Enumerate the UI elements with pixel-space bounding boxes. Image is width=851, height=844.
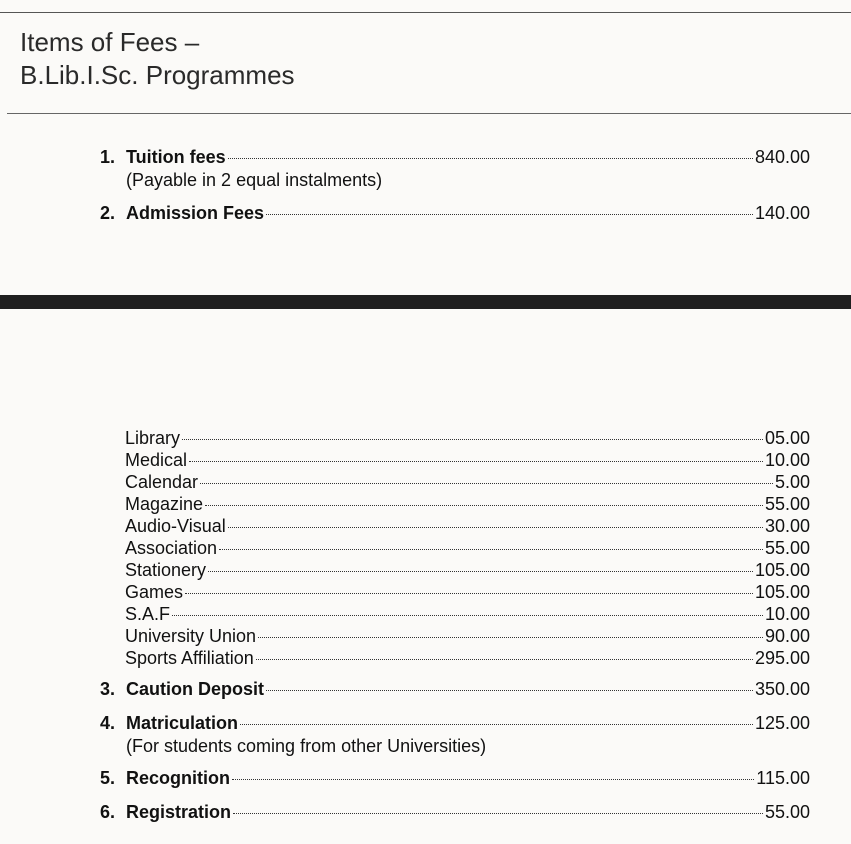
title-line-2: B.Lib.I.Sc. Programmes: [20, 60, 295, 90]
dot-leader: [266, 690, 753, 691]
dot-leader: [172, 615, 763, 616]
sub-fee-item: [125, 493, 810, 515]
sub-fee-item: [125, 581, 810, 603]
dot-leader: [256, 659, 753, 660]
item-label: Caution Deposit: [126, 679, 264, 699]
item-amount: 115.00: [756, 768, 810, 788]
sub-item-amount: 105.00: [754, 560, 810, 580]
sub-item-label: Magazine: [125, 494, 204, 514]
item-note: (For students coming from other Universities): [126, 736, 487, 756]
sub-item-amount: 105.00: [754, 582, 810, 602]
item-number: 3.: [100, 679, 116, 699]
dot-leader: [228, 158, 753, 159]
item-amount: 840.00: [754, 147, 810, 167]
sub-fee-item: [125, 515, 810, 537]
dot-leader: [258, 637, 763, 638]
fee-item-matriculation: [100, 713, 810, 734]
sub-fee-item: [125, 427, 810, 449]
sub-item-amount: 10.00: [764, 604, 810, 624]
top-divider: [0, 12, 851, 13]
dot-leader: [189, 461, 763, 462]
dot-leader: [219, 549, 763, 550]
sub-fee-item: [125, 537, 810, 559]
sub-item-amount: 10.00: [764, 450, 810, 470]
page-title: [20, 26, 295, 92]
dot-leader: [208, 571, 753, 572]
item-number: 5.: [100, 768, 116, 788]
sub-fee-item: [125, 559, 810, 581]
item-label: Matriculation: [126, 713, 239, 733]
sub-item-label: S.A.F: [125, 604, 171, 624]
fee-item-caution-deposit: [100, 679, 810, 700]
section-separator-bar: [0, 295, 851, 309]
dot-leader: [200, 483, 773, 484]
sub-item-label: Library: [125, 428, 181, 448]
sub-item-label: Sports Affiliation: [125, 648, 254, 668]
dot-leader: [228, 527, 763, 528]
fee-item-recognition: [100, 768, 810, 789]
dot-leader: [232, 779, 754, 780]
sub-item-amount: 5.00: [774, 472, 810, 492]
dot-leader: [205, 505, 763, 506]
item-number: 1.: [100, 147, 116, 167]
item-amount: 350.00: [754, 679, 810, 699]
item-label: Tuition fees: [126, 147, 226, 167]
fee-item-admission: [100, 203, 810, 224]
sub-item-amount: 295.00: [754, 648, 810, 668]
sub-fee-item: [125, 603, 810, 625]
sub-item-amount: 55.00: [764, 538, 810, 558]
sub-item-amount: 55.00: [764, 494, 810, 514]
sub-item-label: Calendar: [125, 472, 199, 492]
item-number: 2.: [100, 203, 116, 223]
sub-fee-item: [125, 647, 810, 669]
dot-leader: [266, 214, 753, 215]
sub-item-label: Games: [125, 582, 184, 602]
sub-item-amount: 05.00: [764, 428, 810, 448]
item-amount: 125.00: [754, 713, 810, 733]
sub-item-label: University Union: [125, 626, 257, 646]
sub-item-label: Audio-Visual: [125, 516, 226, 536]
item-amount: 140.00: [754, 203, 810, 223]
dot-leader: [185, 593, 753, 594]
fee-item-tuition: [100, 147, 810, 168]
sub-item-label: Stationery: [125, 560, 207, 580]
sub-fee-item: [125, 625, 810, 647]
sub-item-label: Medical: [125, 450, 188, 470]
fee-item-registration: [100, 802, 810, 823]
item-number: 6.: [100, 802, 116, 822]
title-line-1: Items of Fees –: [20, 27, 200, 57]
sub-fee-item: [125, 471, 810, 493]
item-note: (Payable in 2 equal instalments): [126, 170, 383, 190]
item-number: 4.: [100, 713, 116, 733]
dot-leader: [233, 813, 763, 814]
item-amount: 55.00: [764, 802, 810, 822]
dot-leader: [240, 724, 753, 725]
item-label: Registration: [126, 802, 232, 822]
title-divider: [7, 113, 851, 114]
sub-item-label: Association: [125, 538, 218, 558]
sub-item-amount: 30.00: [764, 516, 810, 536]
item-label: Recognition: [126, 768, 230, 788]
sub-item-amount: 90.00: [764, 626, 810, 646]
dot-leader: [182, 439, 763, 440]
sub-fee-item: [125, 449, 810, 471]
item-label: Admission Fees: [126, 203, 265, 223]
